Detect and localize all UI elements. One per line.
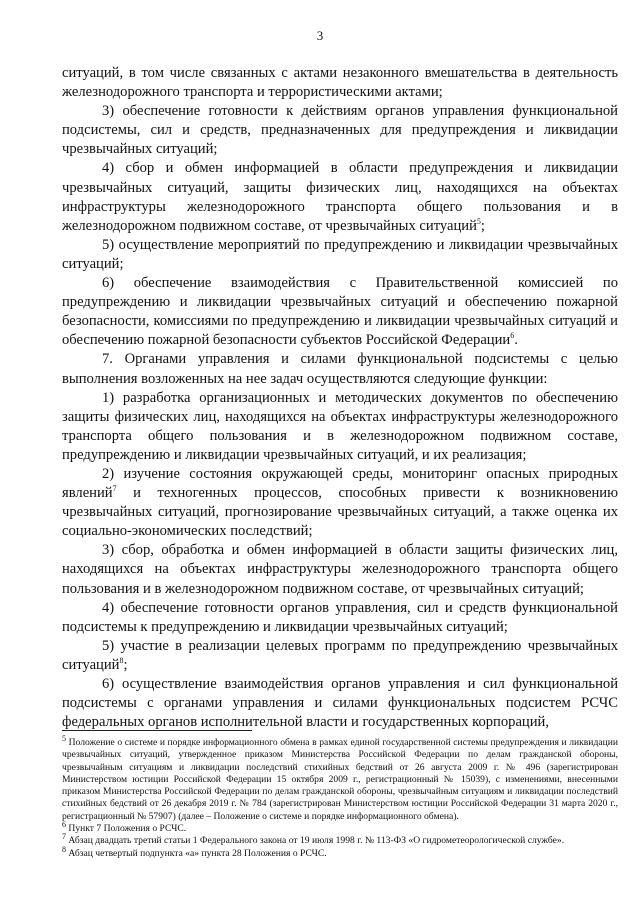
paragraph-function-3: 3) сбор, обработка и обмен информацией в области защиты физических лиц, находящихся на объектах инфраструктуры железнодорожного транспорта общего пользования и в железнодорожном подвижном составе, от чрезвычайных ситуаций;: [62, 542, 618, 597]
footnote-text: Положение о системе и порядке информационного обмена в рамках единой государственной системы предупреждения и ликвидации чрезвычайных ситуаций, утвержденное приказом Министерства Российской Федерации по делам гражданской обороны, чрезвычайным ситуациям и ликвидации последствий стихийных бедствий от 26 августа 2009 г. № 496 (зарегистрирован Министерством юстиции Российской Федерации 15 октября 2009 г., регистрационный № 15039), с изменениями, внесенными приказом Министерства Российской Федерации по делам гражданской обороны, чрезвычайным ситуациям и ликвидации последствий стихийных бедствий от 26 декабря 2019 г. № 784 (зарегистрирован Министерством юстиции Российской Федерации 31 марта 2020 г., регистрационный № 57907) (далее – Положение о системе и порядке информационного обмена).: [62, 737, 618, 822]
footnote-7: [62, 832, 618, 847]
paragraph-text: 4) сбор и обмен информацией в области предупреждения и ликвидации чрезвычайных ситуаций, защиты физических лиц, находящихся на объектах инфраструктуры железнодорожного транспорта общего пользования и в железнодорожном подвижном составе, от чрезвычайных ситуаций: [62, 160, 618, 234]
paragraph-end: .: [514, 332, 518, 349]
footnote-8: [62, 844, 618, 860]
footnote-text: Пункт 7 Положения о РСЧС.: [66, 823, 187, 835]
paragraph-text: 6) обеспечение взаимодействия с Правительственной комиссией по предупреждению и ликвидации чрезвычайных ситуаций и обеспечению пожарной безопасности, комиссиями по предупреждению и ликвидации чрезвычайных ситуаций и обеспечению пожарной безопасности субъектов Российской Федерации: [62, 275, 618, 349]
footnote-ref-6: 6: [510, 331, 515, 341]
footnote-5: [62, 733, 618, 823]
footnote-text: Абзац двадцать третий статьи 1 Федерального закона от 19 июля 1998 г. № 113-ФЗ «О гидрометеорологической службе».: [66, 835, 565, 847]
paragraph-function-6: 6) осуществление взаимодействия органов управления и сил функциональной подсистемы с органами управления и силами функциональных подсистем РСЧС федеральных органов исполнительной власти и государственных корпораций,: [62, 676, 618, 731]
paragraph-item-5: 5) осуществление мероприятий по предупреждению и ликвидации чрезвычайных ситуаций;: [62, 236, 618, 272]
page-number: 3: [316, 28, 324, 43]
paragraph-end: ;: [123, 656, 128, 673]
footnote-ref-7: 7: [112, 484, 117, 494]
footnote-mark: 6: [62, 819, 66, 829]
paragraph-end: ;: [480, 217, 485, 234]
footnote-ref-8: 8: [119, 656, 124, 666]
paragraph-text: 2) изучение состояния окружающей среды, мониторинг опасных природных явлений: [62, 465, 618, 502]
footnote-mark: 7: [62, 832, 66, 842]
footnote-text: Абзац четвертый подпункта «а» пункта 28 Положения о РСЧС.: [66, 847, 327, 859]
paragraph-text-rest: и техногенных процессов, способных привести к возникновению чрезвычайных ситуаций, прогнозирование чрезвычайных ситуаций, а также оценка их социально-экономических последствий;: [62, 485, 618, 540]
paragraph-function-1: 1) разработка организационных и методических документов по обеспечению защиты физических лиц, находящихся на объектах инфраструктуры железнодорожного транспорта общего пользования и в железнодорожном подвижном составе, предупреждению и ликвидации чрезвычайных ситуаций, и их реализация;: [62, 389, 618, 463]
footnote-mark: 8: [62, 844, 66, 854]
footnote-ref-5: 5: [476, 216, 481, 226]
document-body: [62, 64, 618, 732]
paragraph-item-4: [62, 159, 618, 235]
footnote-6: [62, 819, 618, 835]
paragraph-continuation: ситуаций, в том числе связанных с актами незаконного вмешательства в деятельность железнодорожного транспорта и террористическими актами;: [62, 65, 618, 101]
footnote-separator: [62, 730, 252, 731]
footnotes: [62, 733, 618, 860]
paragraph-function-4: 4) обеспечение готовности органов управления, сил и средств функциональной подсистемы к предупреждению и ликвидации чрезвычайных ситуаций;: [62, 599, 618, 635]
paragraph-function-2: [62, 465, 618, 541]
paragraph-item-6: [62, 274, 618, 350]
paragraph-function-5: [62, 637, 618, 675]
paragraph-section-7: 7. Органами управления и силами функциональной подсистемы с целью выполнения возложенных на нее задач осуществляются следующие функции:: [62, 351, 618, 387]
paragraph-text: 5) участие в реализации целевых программ по предупреждению чрезвычайных ситуаций: [62, 637, 618, 673]
footnote-mark: 5: [62, 733, 66, 743]
paragraph-item-3: 3) обеспечение готовности к действиям органов управления функциональной подсистемы, сил и средств, предназначенных для предупреждения и ликвидации чрезвычайных ситуаций;: [62, 103, 618, 158]
